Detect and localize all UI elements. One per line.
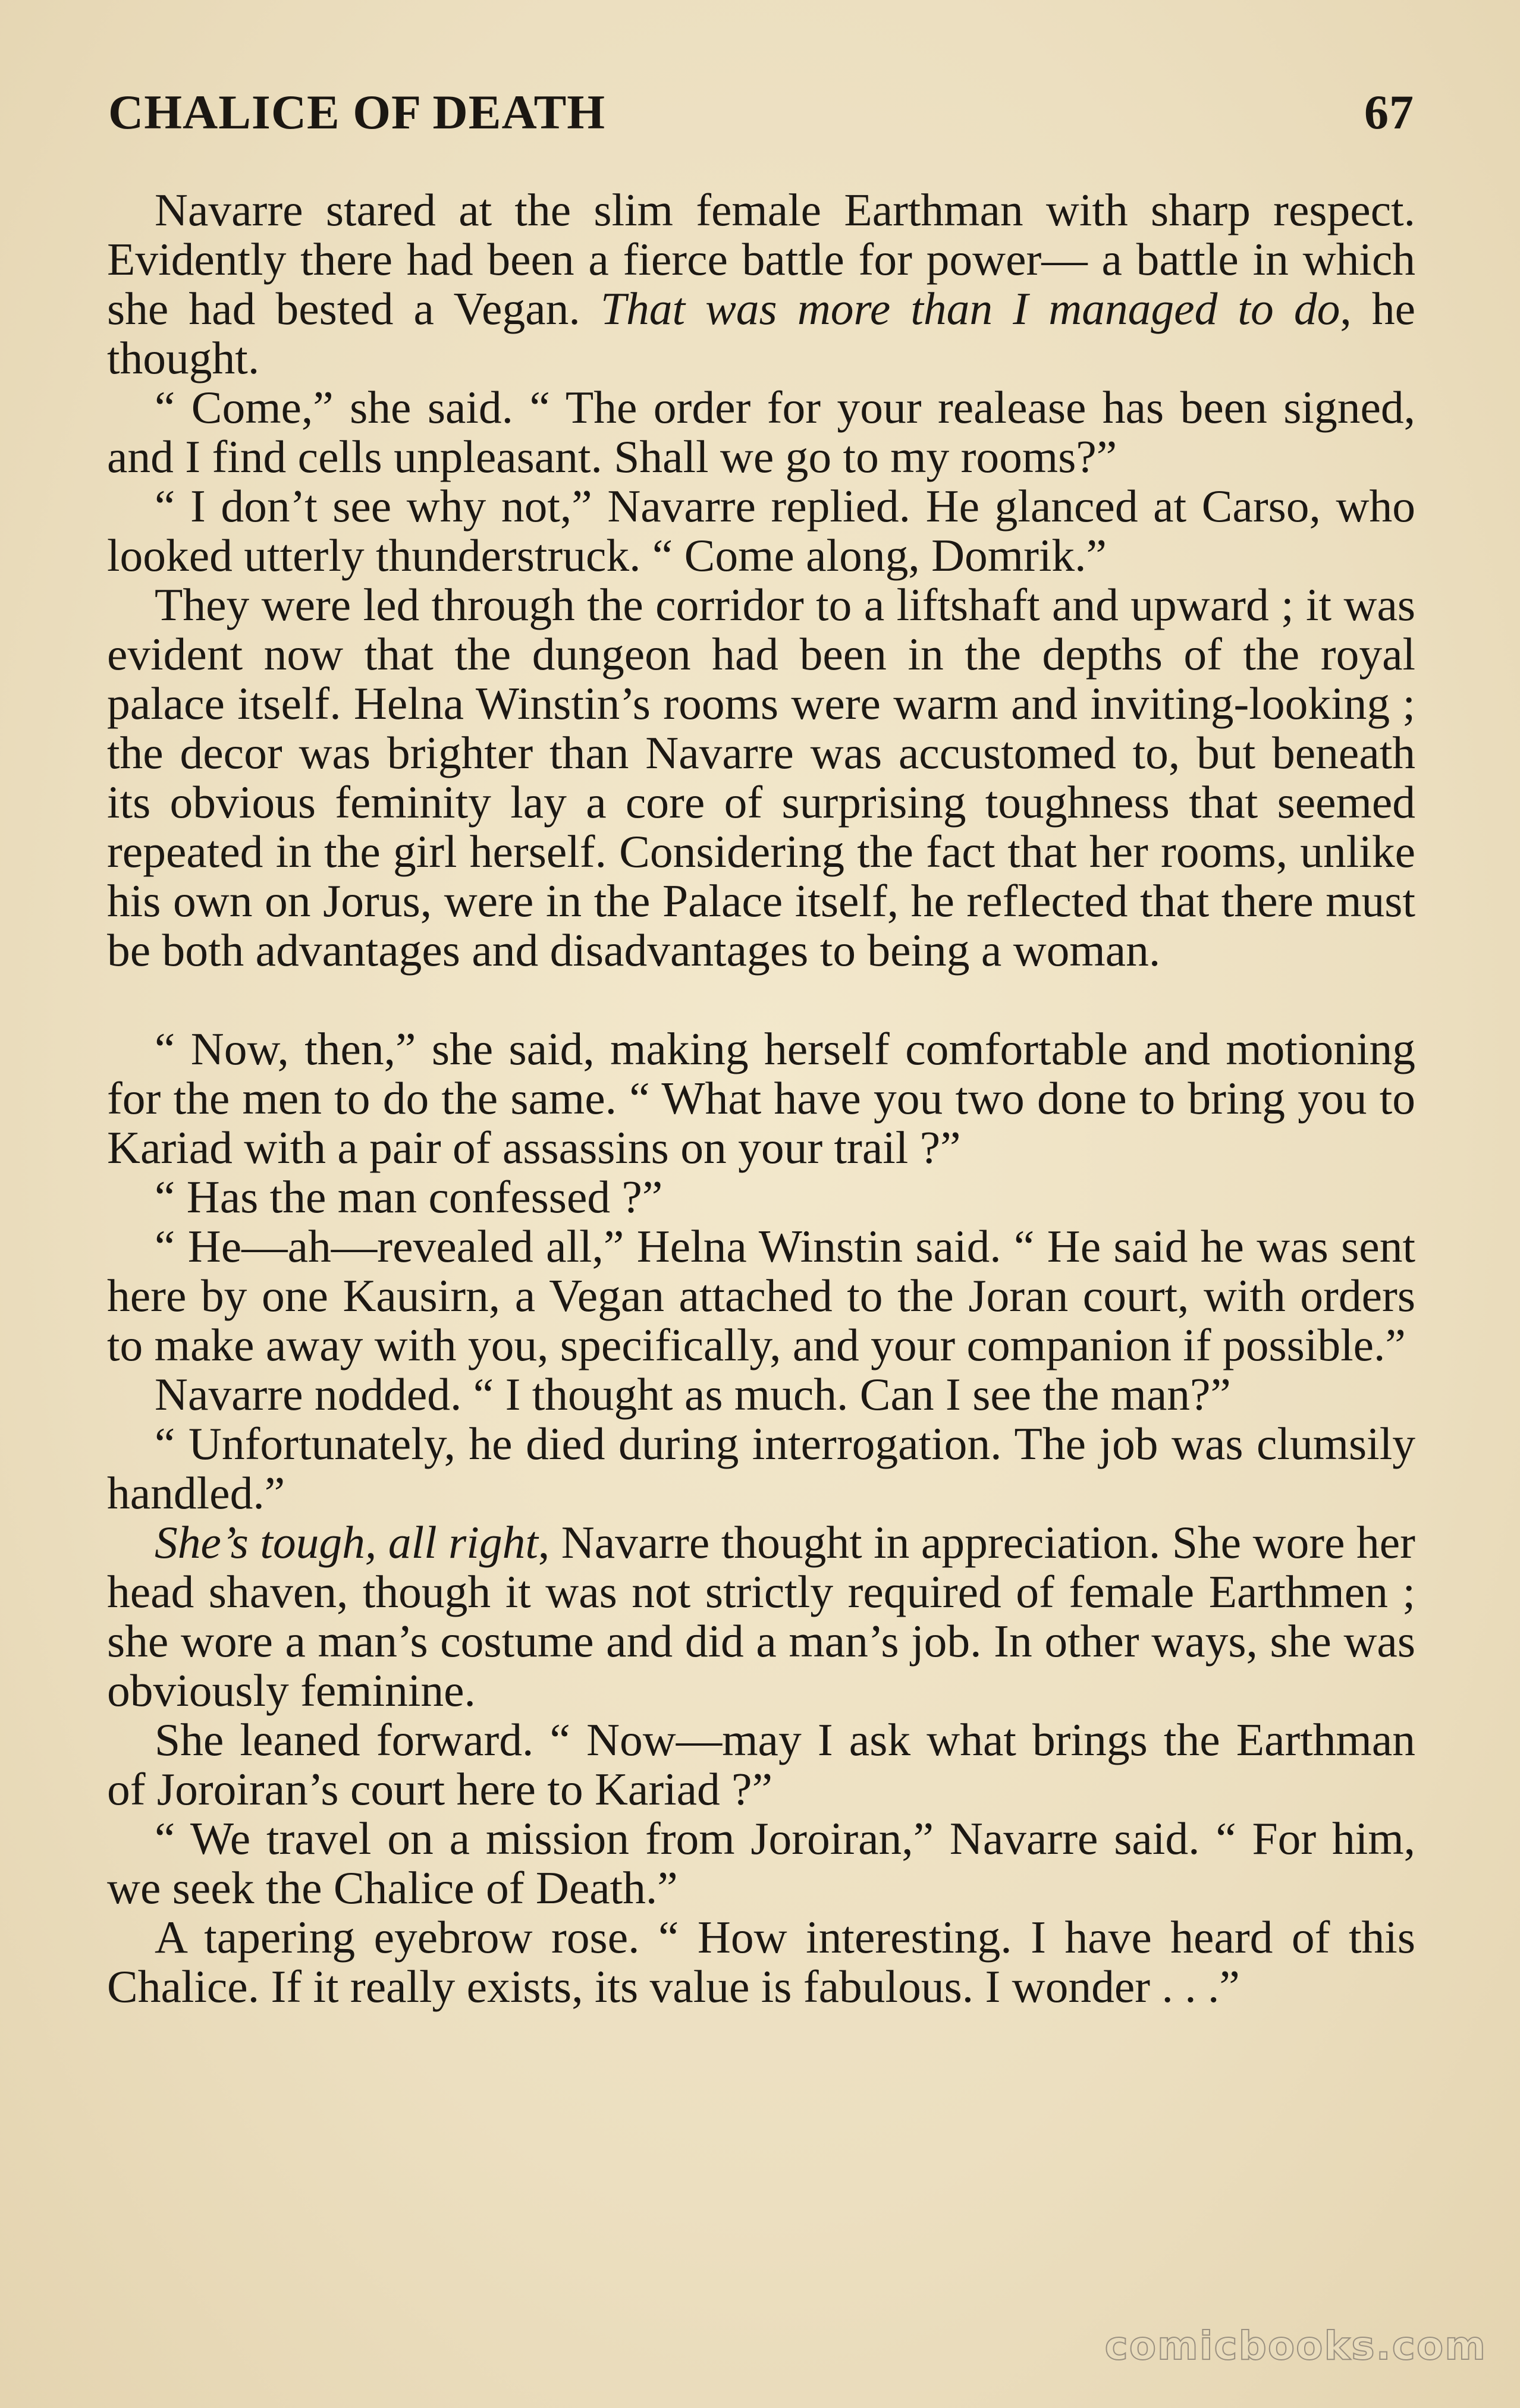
paragraph [107,383,1415,482]
text-run: “ We travel on a mission from Joroiran,” Navarre said. “ For him, we seek the Chalice of Death.” [107,1813,1415,1913]
paragraph [107,1024,1415,1172]
paragraph [107,186,1415,383]
paragraph [107,1370,1415,1419]
paragraph [107,482,1415,580]
text-run: A tapering eyebrow rose. “ How interesting. I have heard of this Chalice. If it really exists, its value is fabulous. I wonder . . .” [107,1912,1415,2012]
paragraph [107,1419,1415,1518]
watermark: comicbooks.com [1104,2323,1487,2369]
paragraph [107,1172,1415,1222]
text-run: She leaned forward. “ Now—may I ask what brings the Earthman of Joroiran’s court here to Kariad ?” [107,1714,1415,1815]
page-number: 67 [1364,85,1414,139]
paragraph [107,580,1415,975]
italic-text: She’s tough, all right [155,1517,538,1568]
paragraph [107,1913,1415,2011]
text-run: “ I don’t see why not,” Navarre replied. He glanced at Carso, who looked utterly thunderstruck. “ Come along, Domrik.” [107,480,1415,581]
text-run: , Navarre thought in appreciation. She wore her head shaven, though it was not strictly required of female Earthmen ; she wore a man’s costume and did a man’s job. In other ways, she was obviously feminine. [107,1517,1415,1716]
italic-text: That was more than I managed to do [600,283,1340,334]
running-title: CHALICE OF DEATH [108,85,606,139]
text-run: “ Come,” she said. “ The order for your realease has been signed, and I find cells unpleasant. Shall we go to my rooms?” [107,382,1415,482]
paragraph [107,1715,1415,1814]
text-run: They were led through the corridor to a liftshaft and upward ; it was evident now that the dungeon had been in the depths of the royal palace itself. Helna Winstin’s rooms were warm and inviting-looking ; the decor was brighter than Navarre was accustomed to, but beneath its obvious feminity lay a core of surprising toughness that seemed repeated in the girl herself. Considering the fact that her rooms, unlike his own on Jorus, were in the Palace itself, he reflected that there must be both advantages and disadvantages to being a woman. [107,579,1415,976]
text-run: , he thought. [107,283,1415,383]
text-run: “ Unfortunately, he died during interrogation. The job was clumsily handled.” [107,1418,1415,1519]
text-run: “ Now, then,” she said, making herself comfortable and motioning for the men to do the same. “ What have you two done to bring you to Kariad with a pair of assassins on your trail ?” [107,1023,1415,1173]
text-run: Navarre stared at the slim female Earthman with sharp respect. Evidently there had been a fierce battle for power— a battle in which she had bested a Vegan. [107,184,1415,334]
running-header [108,84,1414,150]
text-run: “ Has the man confessed ?” [155,1171,663,1222]
story-text [107,186,1415,2011]
paragraph [107,1518,1415,1715]
text-run: “ He—ah—revealed all,” Helna Winstin said. “ He said he was sent here by one Kausirn, a Vegan attached to the Joran court, with orders to make away with you, specifically, and your companion if possible.” [107,1221,1415,1370]
paragraph [107,1814,1415,1913]
paragraph [107,1222,1415,1370]
text-run: Navarre nodded. “ I thought as much. Can I see the man?” [155,1369,1231,1420]
